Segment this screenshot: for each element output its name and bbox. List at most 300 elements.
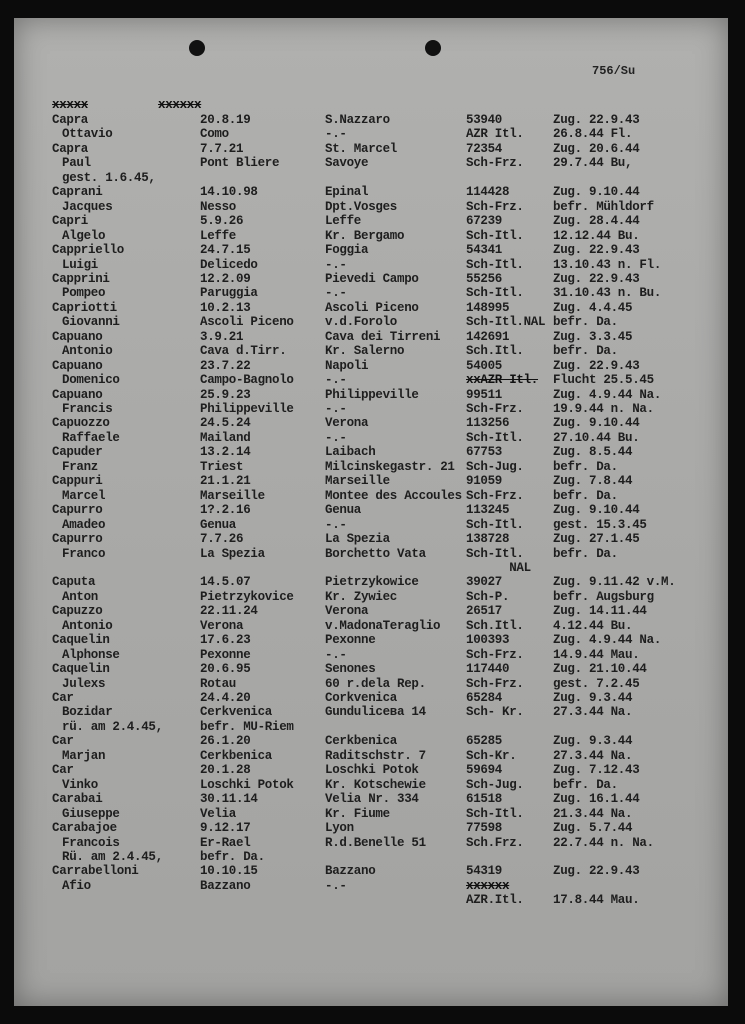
surname-or-firstname: Franco xyxy=(62,546,106,561)
residence: Genua xyxy=(325,503,362,518)
residence: -.- xyxy=(325,647,347,662)
prisoner-number-or-category: Sch-Frz. xyxy=(466,676,524,691)
record-line xyxy=(0,836,745,850)
admission-or-remark: Zug. 9.10.44 xyxy=(553,185,640,200)
birth-date-or-place: Delicedo xyxy=(200,257,258,272)
birth-date-or-place: 12.2.09 xyxy=(200,271,251,286)
prisoner-number-or-category: Sch-Itl. xyxy=(466,546,524,561)
surname-or-firstname: Marjan xyxy=(62,748,106,763)
record-line xyxy=(0,821,745,835)
surname-or-firstname: Marcel xyxy=(62,488,106,503)
surname-or-firstname: Capuano xyxy=(52,329,103,344)
prisoner-number-or-category: Sch-Kr. xyxy=(466,748,517,763)
record-line xyxy=(0,474,745,488)
birth-date-or-place: 24.5.24 xyxy=(200,416,251,431)
surname-or-firstname: Caputa xyxy=(52,575,96,590)
record-line xyxy=(0,142,745,156)
residence: Senones xyxy=(325,662,376,677)
prisoner-number-or-category: Sch-Itl. xyxy=(466,430,524,445)
prisoner-number-or-category: 113256 xyxy=(466,416,510,431)
birth-date-or-place: Triest xyxy=(200,459,244,474)
record-line xyxy=(0,301,745,315)
birth-date-or-place: Leffe xyxy=(200,228,237,243)
surname-or-firstname: Jacques xyxy=(62,199,113,214)
record-line xyxy=(0,243,745,257)
residence: Kr. Zywiec xyxy=(325,589,398,604)
record-line xyxy=(0,445,745,459)
residence: v.d.Forolo xyxy=(325,315,398,330)
prisoner-number-or-category: 55256 xyxy=(466,271,503,286)
birth-date-or-place: 7.7.21 xyxy=(200,141,244,156)
surname-or-firstname: Antonio xyxy=(62,344,113,359)
prisoner-number-or-category: 61518 xyxy=(466,792,503,807)
prisoner-number-or-category: 54005 xyxy=(466,358,503,373)
admission-or-remark: Zug. 22.9.43 xyxy=(553,271,640,286)
birth-date-or-place: Rotau xyxy=(200,676,237,691)
residence: La Spezia xyxy=(325,532,390,547)
surname-or-firstname: Domenico xyxy=(62,373,120,388)
record-line xyxy=(0,749,745,763)
residence: Kr. Fiume xyxy=(325,806,390,821)
birth-date-or-place: 1?.2.16 xyxy=(200,503,251,518)
residence: Napoli xyxy=(325,358,369,373)
admission-or-remark: befr. Da. xyxy=(553,777,618,792)
birth-date-or-place: Genua xyxy=(200,517,237,532)
surname-or-firstname: Vinko xyxy=(62,777,99,792)
prisoner-number-or-category: 142691 xyxy=(466,329,510,344)
birth-date-or-place: Pont Bliere xyxy=(200,156,280,171)
record-line xyxy=(0,185,745,199)
birth-date-or-place: Bazzano xyxy=(200,878,251,893)
surname-or-firstname: Capprini xyxy=(52,271,110,286)
record-line xyxy=(0,286,745,300)
prisoner-number-or-category: Sch-P. xyxy=(466,589,510,604)
prisoner-number-or-category: AZR Itl. xyxy=(466,127,524,142)
residence: Raditschstr. 7 xyxy=(325,748,426,763)
admission-or-remark: Zug. 22.9.43 xyxy=(553,864,640,879)
residence: Leffe xyxy=(325,214,362,229)
surname-or-firstname: Cappuri xyxy=(52,474,103,489)
residence: -.- xyxy=(325,878,347,893)
birth-date-or-place: Pietrzykovice xyxy=(200,589,294,604)
record-line xyxy=(0,561,745,575)
birth-date-or-place: Mailand xyxy=(200,430,251,445)
birth-date-or-place: Paruggia xyxy=(200,286,258,301)
admission-or-remark: Zug. 27.1.45 xyxy=(553,532,640,547)
surname-or-firstname: Ottavio xyxy=(62,127,113,142)
prisoner-number-or-category: Sch-Itl. xyxy=(466,517,524,532)
record-line xyxy=(0,431,745,445)
admission-or-remark: 27.3.44 Na. xyxy=(553,705,633,720)
surname-or-firstname: Bozidar xyxy=(62,705,113,720)
surname-or-firstname: Car xyxy=(52,691,74,705)
record-line xyxy=(0,272,745,286)
record-line xyxy=(0,315,745,329)
struck-text: xxxxxx xyxy=(158,98,202,112)
admission-or-remark: Zug. 16.1.44 xyxy=(553,792,640,807)
birth-date-or-place: 10.10.15 xyxy=(200,864,258,879)
surname-or-firstname: Antonio xyxy=(62,618,113,633)
record-line xyxy=(0,792,745,806)
surname-or-firstname: Caprani xyxy=(52,185,103,200)
residence: S.Nazzaro xyxy=(325,113,390,127)
record-line xyxy=(0,229,745,243)
record-line xyxy=(0,619,745,633)
prisoner-number-or-category: xxxxxx xyxy=(466,878,510,893)
admission-or-remark: 19.9.44 n. Na. xyxy=(553,402,654,416)
residence: Kr. Bergamo xyxy=(325,228,405,243)
prisoner-number-or-category: Sch- Kr. xyxy=(466,705,524,720)
surname-or-firstname: Car xyxy=(52,734,74,749)
admission-or-remark: 31.10.43 n. Bu. xyxy=(553,286,662,301)
admission-or-remark: befr. Da. xyxy=(553,488,618,503)
record-line xyxy=(0,388,745,402)
admission-or-remark: Zug. 8.5.44 xyxy=(553,445,633,460)
record-line xyxy=(0,691,745,705)
admission-or-remark: befr. Da. xyxy=(553,546,618,561)
record-line xyxy=(0,850,745,864)
birth-date-or-place: 3.9.21 xyxy=(200,329,244,344)
surname-or-firstname: Afio xyxy=(62,878,91,893)
admission-or-remark: Zug. 7.12.43 xyxy=(553,763,640,778)
admission-or-remark: Zug. 4.9.44 Na. xyxy=(553,633,662,648)
residence: Corkvenica xyxy=(325,691,398,705)
birth-date-or-place: 10.2.13 xyxy=(200,300,251,315)
prisoner-number-or-category: Sch-Frz. xyxy=(466,488,524,503)
residence: Pievedi Campo xyxy=(325,271,419,286)
surname-or-firstname: Paul xyxy=(62,156,91,171)
record-line xyxy=(0,720,745,734)
prisoner-number-or-category: Sch.Frz. xyxy=(466,835,524,850)
prisoner-number-or-category: 65285 xyxy=(466,734,503,749)
birth-date-or-place: 24.7.15 xyxy=(200,243,251,258)
birth-date-or-place: 13.2.14 xyxy=(200,445,251,460)
prisoner-number-or-category: 91059 xyxy=(466,474,503,489)
record-line xyxy=(0,677,745,691)
surname-or-firstname: Capriotti xyxy=(52,300,117,315)
admission-or-remark: 12.12.44 Bu. xyxy=(553,228,640,243)
punch-hole xyxy=(189,40,205,56)
residence: v.MadonaTeraglio xyxy=(325,618,441,633)
birth-date-or-place: Velia xyxy=(200,806,237,821)
residence: Epinal xyxy=(325,185,369,200)
birth-date-or-place: 30.11.14 xyxy=(200,792,258,807)
prisoner-number-or-category: 39027 xyxy=(466,575,503,590)
record-line xyxy=(0,662,745,676)
residence: Kr. Kotschewie xyxy=(325,777,426,792)
admission-or-remark: befr. Augsburg xyxy=(553,589,654,604)
record-line xyxy=(0,575,745,589)
admission-or-remark: Zug. 22.9.43 xyxy=(553,358,640,373)
prisoner-number-or-category: 99511 xyxy=(466,387,503,402)
residence: Marseille xyxy=(325,474,390,489)
record-line xyxy=(0,214,745,228)
residence: Foggia xyxy=(325,243,369,258)
admission-or-remark: Zug. 22.9.43 xyxy=(553,243,640,258)
surname-or-firstname: Anton xyxy=(62,589,99,604)
surname-or-firstname: Raffaele xyxy=(62,430,120,445)
residence: Borchetto Vata xyxy=(325,546,426,561)
birth-date-or-place: Verona xyxy=(200,618,244,633)
admission-or-remark: Zug. 9.10.44 xyxy=(553,503,640,518)
admission-or-remark: Zug. 28.4.44 xyxy=(553,214,640,229)
admission-or-remark: Zug. 4.9.44 Na. xyxy=(553,387,662,402)
prisoner-number-or-category: Sch-Jug. xyxy=(466,777,524,792)
record-line xyxy=(0,402,745,416)
record-line xyxy=(0,547,745,561)
residence: Pietrzykowice xyxy=(325,575,419,590)
residence: -.- xyxy=(325,373,347,388)
birth-date-or-place: La Spezia xyxy=(200,546,265,561)
record-line xyxy=(0,113,745,127)
residence: Laibach xyxy=(325,445,376,460)
record-line xyxy=(0,344,745,358)
record-line xyxy=(0,763,745,777)
surname-or-firstname: Capurro xyxy=(52,532,103,547)
residence: -.- xyxy=(325,286,347,301)
residence: Kr. Salerno xyxy=(325,344,405,359)
record-line xyxy=(0,359,745,373)
residence: Milcinskegastr. 21 xyxy=(325,459,455,474)
residence: Montee des Accoules xyxy=(325,488,462,503)
admission-or-remark: 27.10.44 Bu. xyxy=(553,430,640,445)
prisoner-number-or-category: 100393 xyxy=(466,633,510,648)
admission-or-remark: Zug. 3.3.45 xyxy=(553,329,633,344)
record-line xyxy=(0,807,745,821)
admission-or-remark: Flucht 25.5.45 xyxy=(553,373,654,388)
admission-or-remark: 27.3.44 Na. xyxy=(553,748,633,763)
prisoner-number-or-category: 138728 xyxy=(466,532,510,547)
residence: 60 r.dela Rep. xyxy=(325,676,426,691)
admission-or-remark: Zug. 4.4.45 xyxy=(553,300,633,315)
record-line xyxy=(0,156,745,170)
residence: Cerkbenica xyxy=(325,734,398,749)
surname-or-firstname: Capuozzo xyxy=(52,416,110,431)
birth-date-or-place: 22.11.24 xyxy=(200,604,258,619)
residence: Bazzano xyxy=(325,864,376,879)
birth-date-or-place: 20.6.95 xyxy=(200,662,251,677)
prisoner-number-or-category: 26517 xyxy=(466,604,503,619)
birth-date-or-place: 14.10.98 xyxy=(200,185,258,200)
surname-or-firstname: Capri xyxy=(52,214,89,229)
struck-text: xxxxx xyxy=(52,98,89,112)
surname-or-firstname: Giovanni xyxy=(62,315,120,330)
prisoner-number-or-category: 114428 xyxy=(466,185,510,200)
residence: Lyon xyxy=(325,821,354,836)
record-line xyxy=(0,258,745,272)
prisoner-number-or-category: Sch.Itl. xyxy=(466,344,524,359)
admission-or-remark: Zug. 9.3.44 xyxy=(553,734,633,749)
prisoner-number-or-category: 77598 xyxy=(466,821,503,836)
surname-or-firstname: Amadeo xyxy=(62,517,106,532)
admission-or-remark: Zug. 5.7.44 xyxy=(553,821,633,836)
surname-or-firstname: Francis xyxy=(62,402,113,416)
prisoner-number-or-category: 72354 xyxy=(466,141,503,156)
surname-or-firstname: Rü. am 2.4.45, xyxy=(62,849,163,864)
birth-date-or-place: Cava d.Tirr. xyxy=(200,344,287,359)
surname-or-firstname: Capuzzo xyxy=(52,604,103,619)
birth-date-or-place: Campo-Bagnolo xyxy=(200,373,294,388)
prisoner-number-or-category: xxAZR Itl. xyxy=(466,373,539,388)
prisoner-number-or-category: 148995 xyxy=(466,300,510,315)
birth-date-or-place: Como xyxy=(200,127,229,142)
surname-or-firstname: Giuseppe xyxy=(62,806,120,821)
prisoner-number-or-category: Sch-Frz. xyxy=(466,199,524,214)
birth-date-or-place: Loschki Potok xyxy=(200,777,294,792)
residence: Velia Nr. 334 xyxy=(325,792,419,807)
birth-date-or-place: 24.4.20 xyxy=(200,691,251,705)
residence: -.- xyxy=(325,517,347,532)
admission-or-remark: befr. Mühldorf xyxy=(553,199,654,214)
admission-or-remark: befr. Da. xyxy=(553,459,618,474)
record-line xyxy=(0,705,745,719)
surname-or-firstname: Francois xyxy=(62,835,120,850)
prisoner-number-or-category: Sch-Frz. xyxy=(466,402,524,416)
record-line xyxy=(0,590,745,604)
prisoner-number-or-category: Sch-Frz. xyxy=(466,647,524,662)
admission-or-remark: 4.12.44 Bu. xyxy=(553,618,633,633)
prisoner-number-or-category: Sch.Itl. xyxy=(466,618,524,633)
admission-or-remark: 14.9.44 Mau. xyxy=(553,647,640,662)
prisoner-number-or-category: NAL xyxy=(466,560,531,575)
birth-date-or-place: Marseille xyxy=(200,488,265,503)
admission-or-remark: gest. 15.3.45 xyxy=(553,517,647,532)
surname-or-firstname: Capuano xyxy=(52,358,103,373)
birth-date-or-place: 5.9.26 xyxy=(200,214,244,229)
admission-or-remark: befr. Da. xyxy=(553,344,618,359)
birth-date-or-place: 25.9.23 xyxy=(200,387,251,402)
surname-or-firstname: Julexs xyxy=(62,676,106,691)
surname-or-firstname: Caquelin xyxy=(52,662,110,677)
residence: -.- xyxy=(325,430,347,445)
admission-or-remark: Zug. 9.3.44 xyxy=(553,691,633,705)
record-line xyxy=(0,373,745,387)
birth-date-or-place: 14.5.07 xyxy=(200,575,251,590)
surname-or-firstname: Carabajoe xyxy=(52,821,117,836)
record-line xyxy=(0,893,745,907)
record-line xyxy=(0,532,745,546)
surname-or-firstname: Franz xyxy=(62,459,99,474)
surname-or-firstname: Capuano xyxy=(52,387,103,402)
prisoner-number-or-category: Sch-Frz. xyxy=(466,156,524,171)
prisoner-number-or-category: 59694 xyxy=(466,763,503,778)
admission-or-remark: Zug. 9.11.42 v.M. xyxy=(553,575,676,590)
record-line xyxy=(0,489,745,503)
birth-date-or-place: Philippeville xyxy=(200,402,294,416)
surname-or-firstname: Cappriello xyxy=(52,243,125,258)
record-line xyxy=(0,503,745,517)
birth-date-or-place: Cerkbenica xyxy=(200,748,273,763)
birth-date-or-place: Ascoli Piceno xyxy=(200,315,294,330)
struck-header xyxy=(0,98,745,112)
admission-or-remark: Zug. 20.6.44 xyxy=(553,141,640,156)
admission-or-remark: Zug. 7.8.44 xyxy=(553,474,633,489)
surname-or-firstname: Alphonse xyxy=(62,647,120,662)
surname-or-firstname: Algelo xyxy=(62,228,106,243)
surname-or-firstname: Carabai xyxy=(52,792,103,807)
prisoner-number-or-category: 54319 xyxy=(466,864,503,879)
admission-or-remark: Zug. 21.10.44 xyxy=(553,662,647,677)
prisoner-number-or-category: Sch-Jug. xyxy=(466,459,524,474)
admission-or-remark: 22.7.44 n. Na. xyxy=(553,835,654,850)
residence: St. Marcel xyxy=(325,141,398,156)
birth-date-or-place: befr. Da. xyxy=(200,849,265,864)
admission-or-remark: 26.8.44 Fl. xyxy=(553,127,633,142)
residence: Savoye xyxy=(325,156,369,171)
residence: Philippeville xyxy=(325,387,419,402)
surname-or-firstname: Carrabelloni xyxy=(52,864,139,879)
surname-or-firstname: Capra xyxy=(52,113,89,127)
surname-or-firstname: Capurro xyxy=(52,503,103,518)
surname-or-firstname: rü. am 2.4.45, xyxy=(62,719,163,734)
prisoner-number-or-category: Sch-Itl. xyxy=(466,806,524,821)
reference-number: 756/Su xyxy=(592,64,636,78)
residence: Ascoli Piceno xyxy=(325,300,419,315)
admission-or-remark: 17.8.44 Mau. xyxy=(553,893,640,908)
birth-date-or-place: 9.12.17 xyxy=(200,821,251,836)
birth-date-or-place: 26.1.20 xyxy=(200,734,251,749)
surname-or-firstname: Caquelin xyxy=(52,633,110,648)
birth-date-or-place: 23.7.22 xyxy=(200,358,251,373)
record-line xyxy=(0,171,745,185)
birth-date-or-place: 17.6.23 xyxy=(200,633,251,648)
record-line xyxy=(0,127,745,141)
prisoner-number-or-category: AZR.Itl. xyxy=(466,893,524,908)
birth-date-or-place: Nesso xyxy=(200,199,237,214)
residence: Verona xyxy=(325,416,369,431)
admission-or-remark: gest. 7.2.45 xyxy=(553,676,640,691)
residence: Pexonne xyxy=(325,633,376,648)
residence: -.- xyxy=(325,402,347,416)
birth-date-or-place: Er-Rael xyxy=(200,835,251,850)
residence: Verona xyxy=(325,604,369,619)
surname-or-firstname: Pompeo xyxy=(62,286,106,301)
record-line xyxy=(0,648,745,662)
admission-or-remark: Zug. 9.10.44 xyxy=(553,416,640,431)
residence: Gundulicева 14 xyxy=(325,705,426,720)
surname-or-firstname: gest. 1.6.45, xyxy=(62,170,156,185)
surname-or-firstname: Capra xyxy=(52,141,89,156)
admission-or-remark: 13.10.43 n. Fl. xyxy=(553,257,662,272)
prisoner-number-or-category: Sch-Itl.NAL xyxy=(466,315,546,330)
residence: Dpt.Vosges xyxy=(325,199,398,214)
record-line xyxy=(0,200,745,214)
record-line xyxy=(0,518,745,532)
record-line xyxy=(0,416,745,430)
surname-or-firstname: Luigi xyxy=(62,257,99,272)
prisoner-number-or-category: Sch-Itl. xyxy=(466,286,524,301)
admission-or-remark: Zug. 14.11.44 xyxy=(553,604,647,619)
record-line xyxy=(0,330,745,344)
birth-date-or-place: 7.7.26 xyxy=(200,532,244,547)
admission-or-remark: befr. Da. xyxy=(553,315,618,330)
record-line xyxy=(0,879,745,893)
surname-or-firstname: Car xyxy=(52,763,74,778)
residence: Cava dei Tirreni xyxy=(325,329,441,344)
birth-date-or-place: 20.8.19 xyxy=(200,113,251,127)
surname-or-firstname: Capuder xyxy=(52,445,103,460)
prisoner-number-or-category: 117440 xyxy=(466,662,510,677)
record-line xyxy=(0,604,745,618)
prisoner-number-or-category: 113245 xyxy=(466,503,510,518)
punch-hole xyxy=(425,40,441,56)
record-line xyxy=(0,460,745,474)
prisoner-number-or-category: Sch-Itl. xyxy=(466,257,524,272)
record-line xyxy=(0,778,745,792)
birth-date-or-place: Pexonne xyxy=(200,647,251,662)
residence: -.- xyxy=(325,257,347,272)
admission-or-remark: 29.7.44 Bu, xyxy=(553,156,633,171)
